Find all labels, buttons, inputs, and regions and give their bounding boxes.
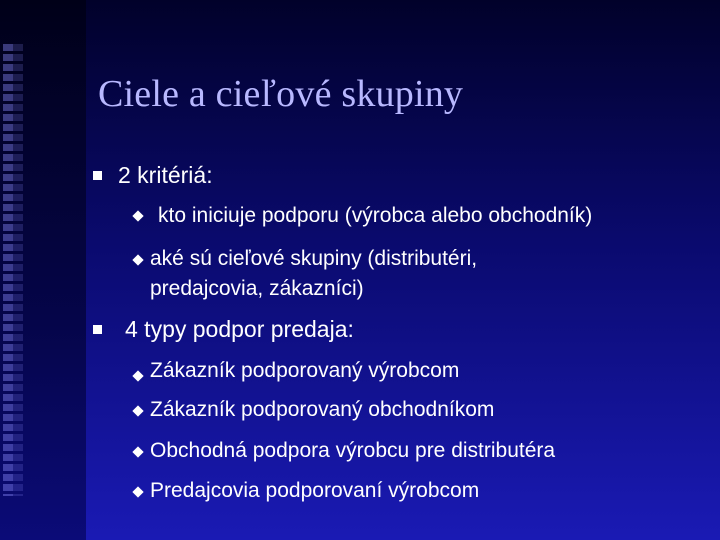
diamond-bullet-icon <box>132 405 143 416</box>
sub-bullet-text: Predajcovia podporovaní výrobcom <box>150 479 480 502</box>
square-bullet-icon <box>93 325 102 334</box>
diamond-bullet-icon <box>132 446 143 457</box>
sub-bullet-text: aké sú cieľové skupiny (distributéri, <box>150 247 478 270</box>
bullet-text: 4 typy podpor predaja: <box>125 316 354 342</box>
square-bullet-icon <box>93 171 102 180</box>
diamond-bullet-icon <box>132 210 143 221</box>
diamond-bullet-icon <box>132 486 143 497</box>
diamond-bullet-icon <box>132 254 143 265</box>
bullet-text: 2 kritériá: <box>118 162 213 188</box>
sub-bullet-text: Zákazník podporovaný výrobcom <box>150 359 460 382</box>
slide-title: Ciele a cieľové skupiny <box>98 73 464 115</box>
diamond-bullet-icon <box>132 370 143 381</box>
sub-bullet-text: kto iniciuje podporu (výrobca alebo obchodník) <box>158 204 593 227</box>
sub-bullet-text-continuation: predajcovia, zákazníci) <box>150 277 364 300</box>
sub-bullet-text: Obchodná podpora výrobcu pre distributéra <box>150 439 556 462</box>
sub-bullet-text: Zákazník podporovaný obchodníkom <box>150 398 495 421</box>
